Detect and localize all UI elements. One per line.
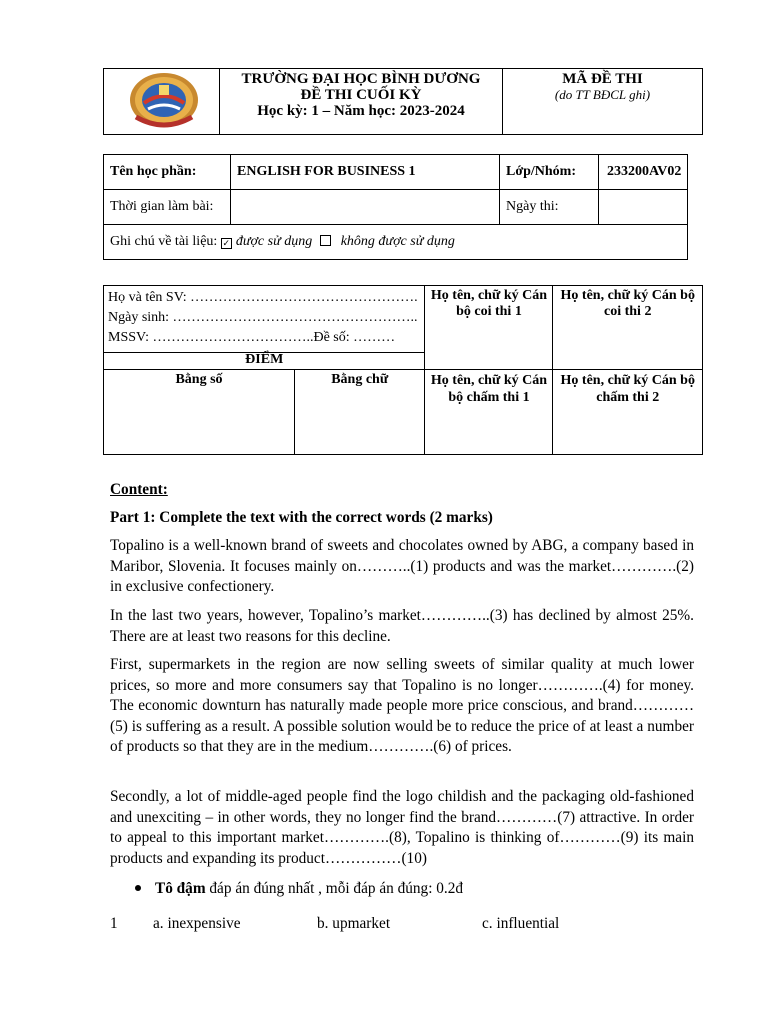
material-note-label: Ghi chú về tài liệu: — [110, 234, 218, 249]
proctor-2-cell: Họ tên, chữ ký Cán bộ coi thi 2 — [553, 286, 703, 370]
content-section — [110, 480, 694, 501]
grader-1-cell: Họ tên, chữ ký Cán bộ chấm thi 1 — [425, 370, 553, 455]
score-number-cell[interactable]: Bằng số — [104, 370, 295, 455]
bullet-icon — [135, 885, 141, 891]
student-table — [103, 285, 703, 455]
date-label: Ngày thi: — [500, 190, 599, 225]
score-text-cell[interactable]: Bằng chữ — [295, 370, 425, 455]
unchecked-box-icon[interactable] — [320, 235, 331, 246]
date-value[interactable] — [599, 190, 688, 225]
logo-cell — [104, 69, 220, 135]
part1-title: Part 1: Complete the text with the correct words (2 marks) — [110, 509, 493, 526]
instruction-bold: Tô đậm — [155, 880, 206, 897]
student-info-cell — [104, 286, 425, 353]
university-logo-icon — [126, 71, 202, 129]
paragraph-2: In the last two years, however, Topalino’s market…………..(3) has declined by almost 25%. There are at least two reasons for this decline. — [110, 607, 694, 645]
exam-code-note: (do TT BĐCL ghi) — [554, 87, 651, 102]
instruction-text: đáp án đúng nhất , mỗi đáp án đúng: 0.2đ — [205, 880, 464, 897]
university-name: TRƯỜNG ĐẠI HỌC BÌNH DƯƠNG — [241, 71, 481, 87]
mssv-line: MSSV: ……………………………..Đề số: ……… — [108, 330, 396, 345]
semester-line: Học kỳ: 1 – Năm học: 2023-2024 — [257, 103, 465, 119]
option-c[interactable]: c. influential — [482, 915, 560, 932]
subject-value: ENGLISH FOR BUSINESS 1 — [231, 155, 500, 190]
dob-line: Ngày sinh: …………………………………………….. — [108, 310, 418, 325]
subject-label: Tên học phần: — [104, 155, 231, 190]
allowed-option: được sử dụng — [235, 234, 313, 249]
time-value[interactable] — [231, 190, 500, 225]
exam-title: ĐỀ THI CUỐI KỲ — [300, 87, 422, 103]
grader-2-cell: Họ tên, chữ ký Cán bộ chấm thi 2 — [553, 370, 703, 455]
question-1-row — [110, 914, 694, 934]
content-heading: Content: — [110, 481, 168, 498]
paragraph-4: Secondly, a lot of middle-aged people find the logo childish and the packaging old-fashioned and unexciting – in other words, they no longer find the brand…………(7) attractive. In order to appeal to this important market………….(8), Topalino is thinking of…………(9) its main products and expanding its product……………(10) — [110, 788, 694, 867]
paragraph-3: First, supermarkets in the region are now selling sweets of similar quality at much lower prices, so more and more consumers say that Topalino is no longer………….(4) for money. The economic downturn has naturally made people more price conscious, and brand…………(5) is suffering as a result. A possible solution would be to reduce the price of at least a number of products so that they are in the medium………….(6) of prices. — [110, 656, 694, 755]
time-label: Thời gian làm bài: — [104, 190, 231, 225]
material-note — [104, 225, 688, 260]
exam-code-cell — [503, 69, 703, 135]
score-label: ĐIỂM — [104, 353, 425, 370]
option-a[interactable]: a. inexpensive — [153, 915, 241, 932]
student-name-line: Họ và tên SV: …………………………………………. — [108, 290, 418, 305]
question-number: 1 — [110, 915, 118, 932]
header-table — [103, 68, 703, 135]
instruction-line — [135, 879, 463, 899]
exam-code-label: MÃ ĐỀ THI — [562, 71, 643, 87]
checked-box-icon[interactable]: ✓ — [222, 238, 231, 248]
option-b[interactable]: b. upmarket — [317, 915, 391, 932]
class-value: 233200AV02 — [599, 155, 688, 190]
exam-info-cell — [220, 69, 503, 135]
course-table — [103, 154, 688, 260]
class-label: Lớp/Nhóm: — [500, 155, 599, 190]
paragraph-1: Topalino is a well-known brand of sweets and chocolates owned by ABG, a company based in Maribor, Slovenia. It focuses mainly on………..(1) products and was the market………….(2) in exclusive confectionery. — [110, 537, 694, 595]
not-allowed-option: không được sử dụng — [340, 234, 455, 249]
proctor-1-cell: Họ tên, chữ ký Cán bộ coi thi 1 — [425, 286, 553, 370]
